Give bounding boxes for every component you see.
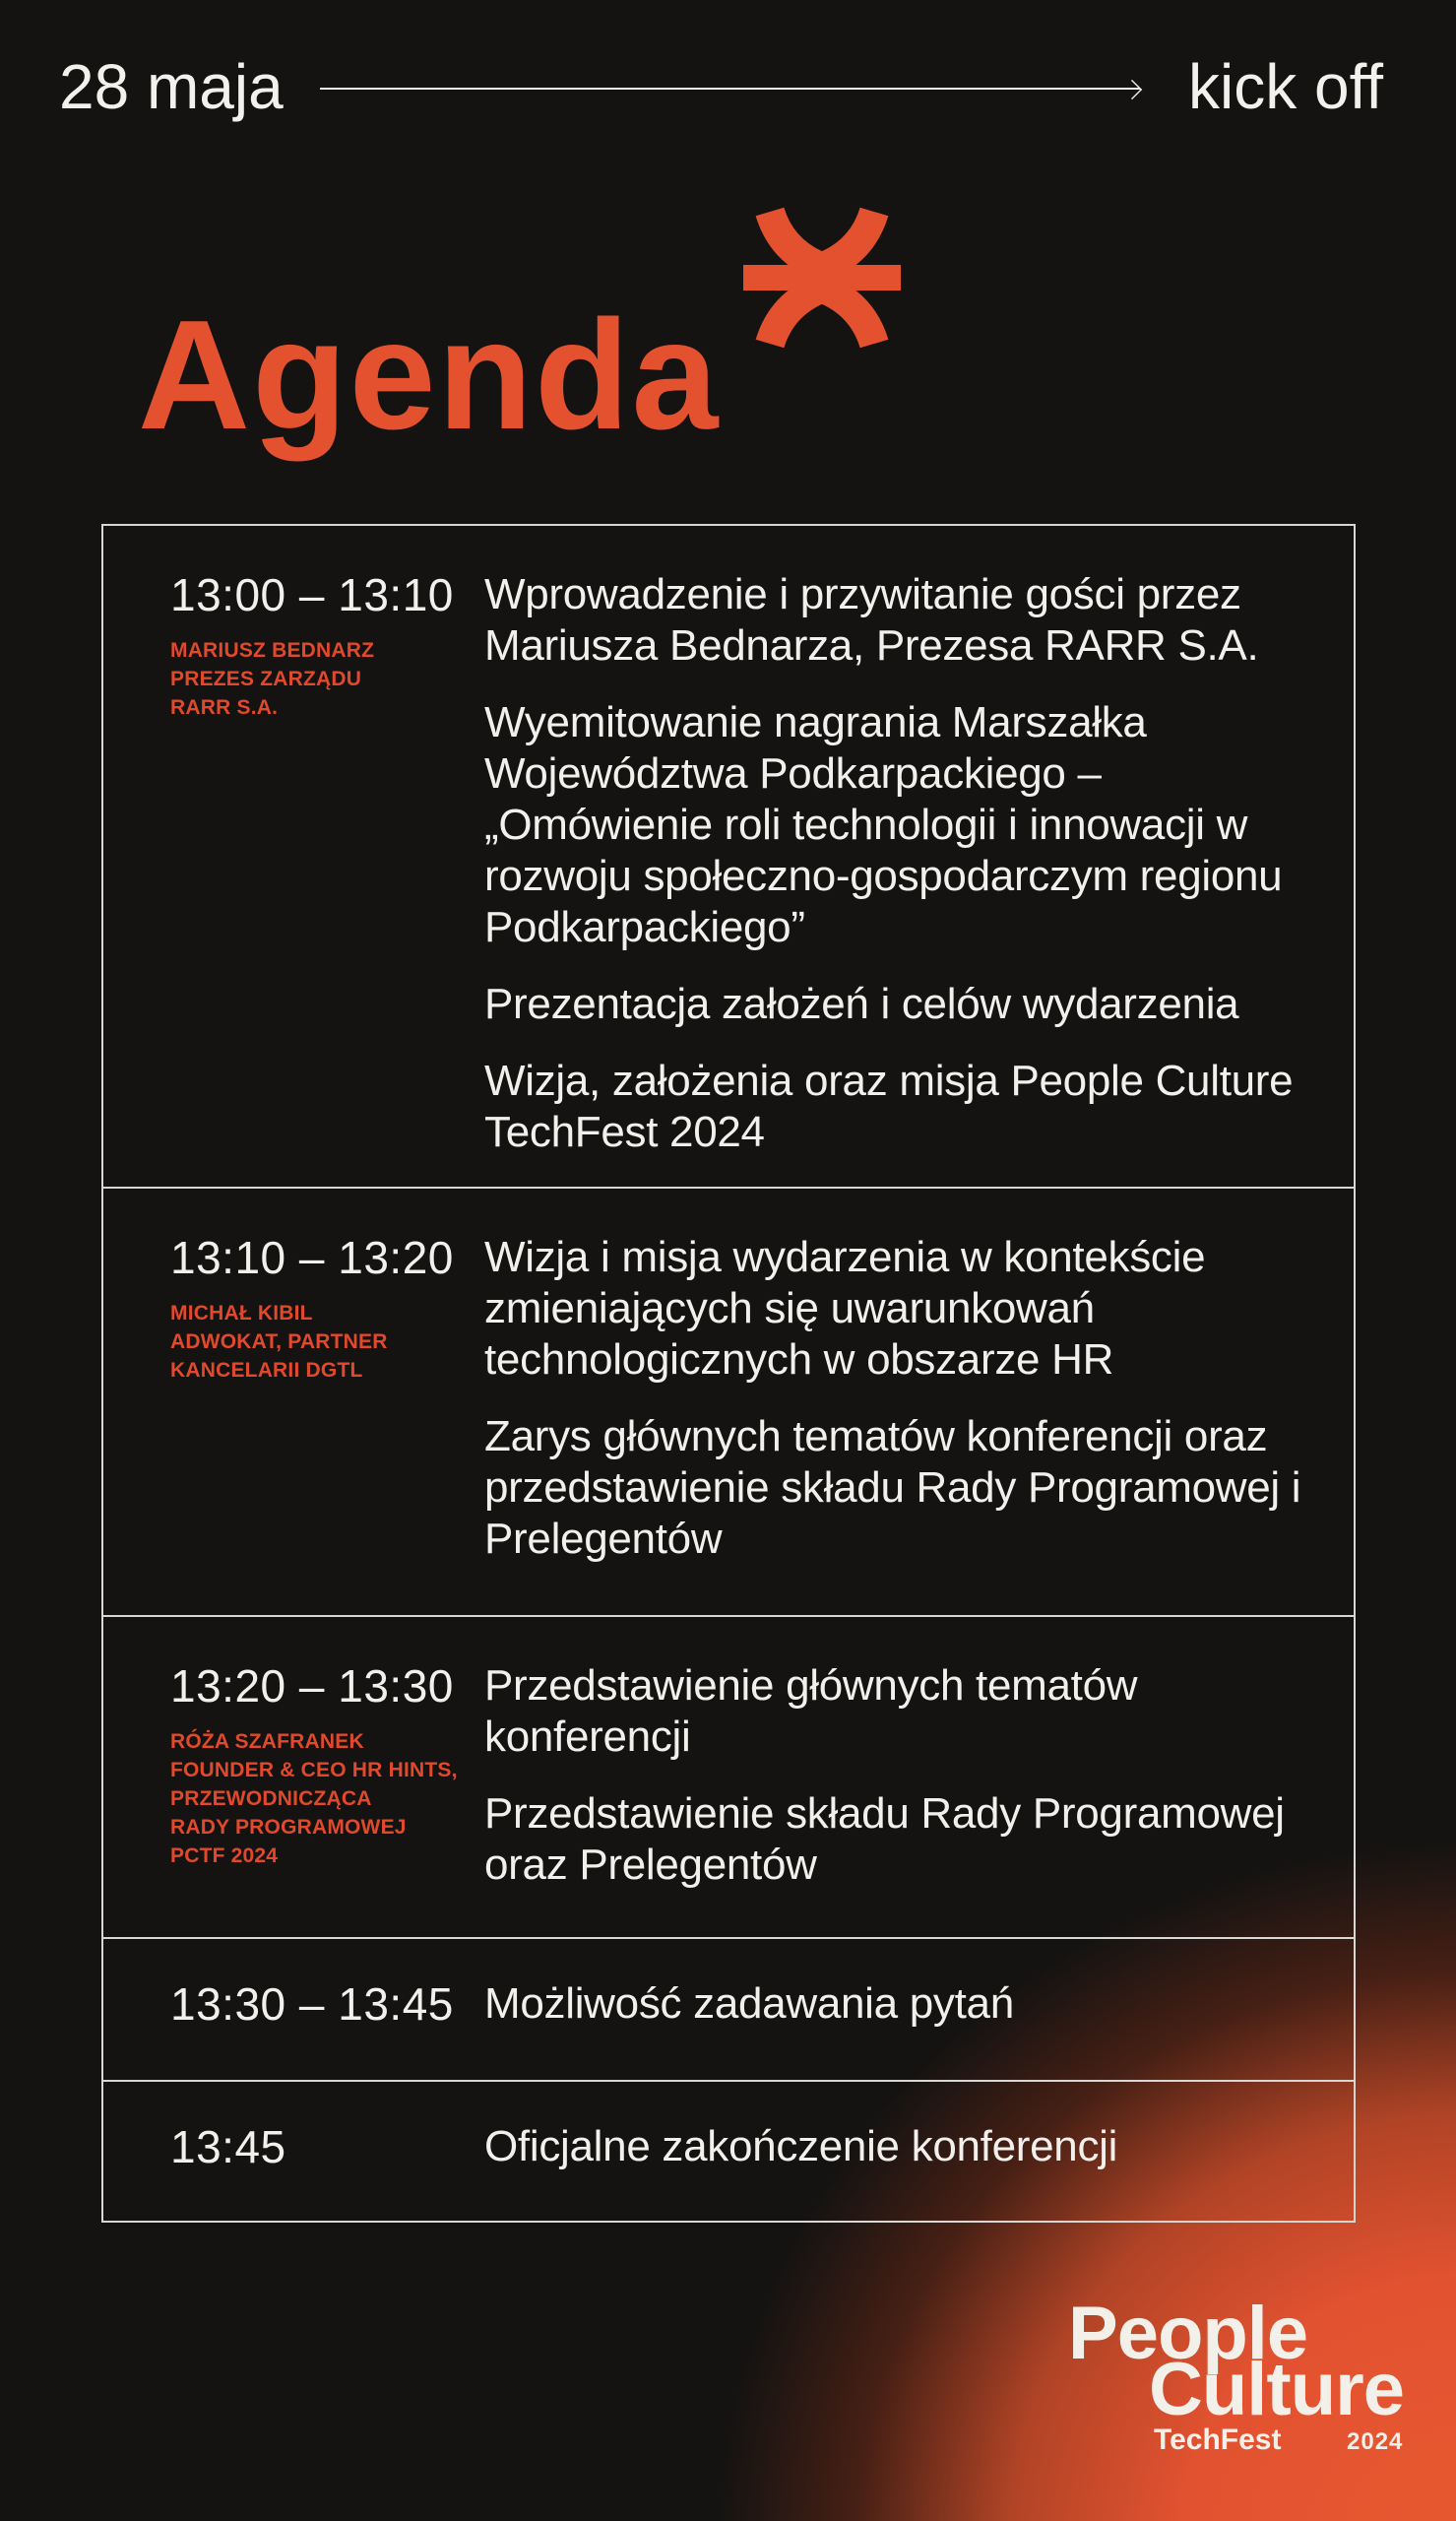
time-slot: 13:20 – 13:30: [170, 1660, 454, 1712]
speaker-line: PREZES ZARZĄDU: [170, 668, 362, 690]
header: [0, 0, 1456, 148]
para: Wizja, założenia oraz misja People Culture TechFest 2024: [484, 1057, 1294, 1156]
speaker-info: [170, 1727, 484, 1870]
agenda-row-4: [103, 1937, 1354, 2080]
session-description: [484, 569, 1314, 1187]
asterisk-logo-icon: [743, 209, 901, 347]
agenda-row-1: [103, 526, 1354, 1187]
para: Prezentacja założeń i celów wydarzenia: [484, 980, 1239, 1028]
brand-logo-culture: Culture: [1149, 2348, 1404, 2431]
time-cell: [170, 569, 484, 1187]
agenda-row-5: [103, 2080, 1354, 2221]
page-title: Agenda: [138, 289, 721, 462]
speaker-info: [170, 636, 484, 722]
agenda-row-2: [103, 1187, 1354, 1615]
time-slot: 13:45: [170, 2121, 286, 2172]
para: Wyemitowanie nagrania Marszałka Województwa Podkarpackiego – „Omówienie roli technologii i innowacji w rozwoju społeczno-gospodarczym regionu Podkarpackiego”: [484, 698, 1283, 951]
para: Oficjalne zakończenie konferencji: [484, 2122, 1118, 2170]
para: Zarys głównych tematów konferencji oraz przedstawienie składu Rady Programowej i Prelegentów: [484, 1412, 1301, 1563]
kickoff-label: kick off: [1188, 51, 1383, 122]
brand-logo-year: 2024: [1347, 2428, 1404, 2455]
speaker-line: MARIUSZ BEDNARZ: [170, 639, 375, 662]
right-arrow-icon: [320, 77, 1142, 100]
speaker-line: PCTF 2024: [170, 1844, 279, 1867]
session-description: [484, 1978, 1314, 2080]
time-slot: 13:00 – 13:10: [170, 569, 454, 620]
para: Wizja i misja wydarzenia w kontekście zmieniających się uwarunkowań technologicznych w obszarze HR: [484, 1233, 1206, 1384]
agenda-row-3: [103, 1615, 1354, 1937]
session-description: [484, 1660, 1314, 1937]
speaker-line: FOUNDER & CEO HR HINTS,: [170, 1759, 458, 1781]
time-slot: 13:30 – 13:45: [170, 1978, 454, 2030]
speaker-line: MICHAŁ KIBIL: [170, 1302, 313, 1325]
speaker-line: RADY PROGRAMOWEJ: [170, 1816, 407, 1839]
speaker-line: PRZEWODNICZĄCA: [170, 1787, 372, 1810]
time-cell: [170, 1978, 484, 2080]
para: Przedstawienie głównych tematów konferencji: [484, 1661, 1138, 1761]
para: Wprowadzenie i przywitanie gości przez Mariusza Bednarza, Prezesa RARR S.A.: [484, 570, 1259, 670]
para: Możliwość zadawania pytań: [484, 1979, 1014, 2028]
brand-logo-techfest: TechFest: [1154, 2424, 1282, 2456]
arrow-head: [1122, 80, 1142, 99]
brand-logo-people: People: [1068, 2292, 1308, 2375]
speaker-line: RÓŻA SZAFRANEK: [170, 1730, 364, 1753]
time-cell: [170, 1232, 484, 1615]
arrow-shaft: [320, 88, 1140, 90]
time-slot: 13:10 – 13:20: [170, 1232, 454, 1283]
speaker-line: RARR S.A.: [170, 696, 279, 719]
event-date: 28 maja: [59, 51, 284, 122]
time-cell: [170, 2121, 484, 2221]
speaker-line: KANCELARII DGTL: [170, 1359, 363, 1382]
speaker-line: ADWOKAT, PARTNER: [170, 1330, 388, 1353]
time-cell: [170, 1660, 484, 1937]
para: Przedstawienie składu Rady Programowej oraz Prelegentów: [484, 1789, 1285, 1889]
speaker-info: [170, 1299, 484, 1385]
agenda-table: [101, 524, 1356, 2223]
session-description: [484, 2121, 1314, 2221]
session-description: [484, 1232, 1314, 1615]
